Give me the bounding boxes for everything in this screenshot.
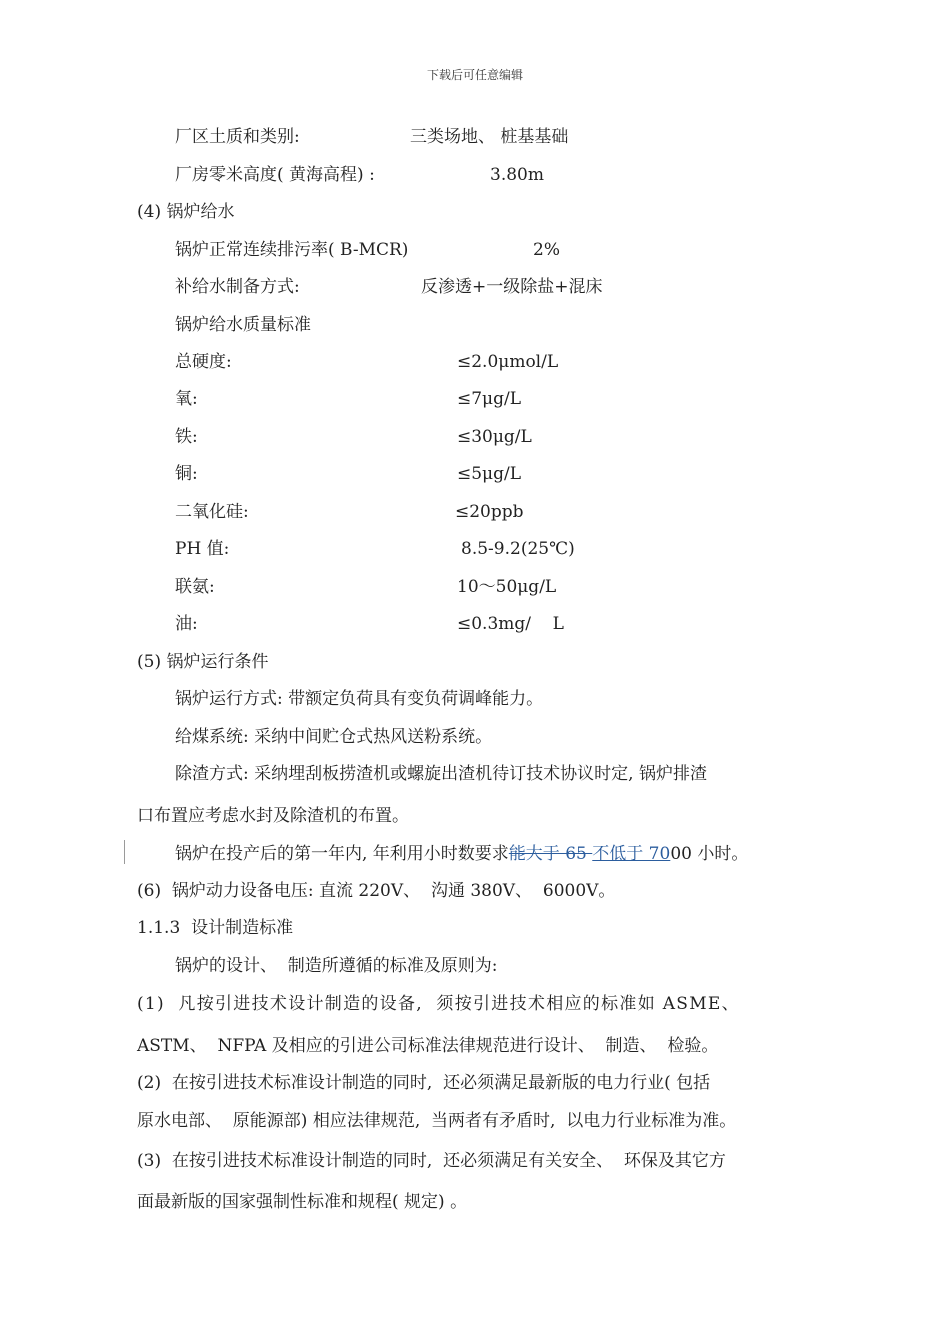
principle-3-line-2: 面最新版的国家强制性标准和规程( 规定) 。 — [137, 1192, 468, 1212]
elevation-label: 厂房零米高度( 黄海高程) : — [175, 165, 375, 185]
tracked-deletion: 能大于 65 — [508, 844, 593, 864]
tracked-insertion: 不低于 70 — [592, 844, 671, 864]
soil-row — [175, 126, 300, 148]
revision-bar — [124, 840, 125, 864]
operation-mode: 锅炉运行方式: 带额定负荷具有变负荷调峰能力。 — [175, 689, 544, 709]
silica-value: ≤20ppb — [455, 502, 524, 522]
quality-title: 锅炉给水质量标准 — [175, 315, 311, 335]
slag-removal-line-2: 口布置应考虑水封及除渣机的布置。 — [137, 806, 409, 826]
iron-label: 铁: — [175, 427, 198, 447]
hardness-value: ≤2.0μmol/L — [457, 352, 559, 372]
makeup-value: 反渗透+一级除盐+混床 — [421, 277, 603, 297]
principle-2-line-1: (2) 在按引进技术标准设计制造的同时, 还必须满足最新版的电力行业( 包括 — [137, 1073, 711, 1093]
hydrazine-value: 10～50μg/L — [457, 577, 557, 597]
hydrazine-label: 联氨: — [175, 577, 215, 597]
coal-feed-system: 给煤系统: 采纳中间贮仓式热风送粉系统。 — [175, 727, 493, 747]
hardness-label: 总硬度: — [175, 352, 232, 372]
copper-label: 铜: — [175, 464, 198, 484]
page-header: 下载后可任意编辑 — [426, 68, 523, 82]
section-4-title: (4) 锅炉给水 — [137, 202, 235, 222]
section-1-1-3-title: 1.1.3 设计制造标准 — [137, 918, 294, 938]
ph-value: 8.5-9.2(25℃) — [461, 539, 575, 559]
section-6-voltage: (6) 锅炉动力设备电压: 直流 220V、 沟通 380V、 6000V。 — [137, 881, 616, 901]
ph-label: PH 值: — [175, 539, 230, 559]
oxygen-label: 氧: — [175, 389, 198, 409]
silica-label: 二氧化硅: — [175, 502, 249, 522]
blowdown-label: 锅炉正常连续排污率( B-MCR) — [175, 240, 409, 260]
elevation-value: 3.80m — [490, 165, 544, 185]
oil-label: 油: — [175, 614, 198, 634]
principle-1-line-2: ASTM、 NFPA 及相应的引进公司标准法律规范进行设计、 制造、 检验。 — [137, 1036, 719, 1056]
principle-2-line-2: 原水电部、 原能源部) 相应法律规范, 当两者有矛盾时, 以电力行业标准为准。 — [137, 1111, 737, 1131]
oil-value: ≤0.3mg/ L — [457, 614, 564, 634]
hours-prefix: 锅炉在投产后的第一年内, 年利用小时数要求 — [175, 844, 509, 864]
hours-suffix: 00 小时。 — [670, 844, 749, 864]
copper-value: ≤5μg/L — [457, 464, 522, 484]
soil-value: 三类场地、 桩基基础 — [410, 127, 569, 147]
principles-intro: 锅炉的设计、 制造所遵循的标准及原则为: — [175, 956, 498, 976]
makeup-label: 补给水制备方式: — [175, 277, 300, 297]
slag-removal-line-1: 除渣方式: 采纳埋刮板捞渣机或螺旋出渣机待订技术协议时定, 锅炉排渣 — [175, 764, 707, 784]
principle-1-line-1: (1) 凡按引进技术设计制造的设备, 须按引进技术相应的标准如 ASME、 — [137, 994, 740, 1014]
section-5-title: (5) 锅炉运行条件 — [137, 652, 269, 672]
principle-3-line-1: (3) 在按引进技术标准设计制造的同时, 还必须满足有关安全、 环保及其它方 — [137, 1151, 726, 1171]
blowdown-value: 2% — [533, 240, 560, 260]
soil-label: 厂区土质和类别: — [175, 127, 300, 147]
oxygen-value: ≤7μg/L — [457, 389, 522, 409]
utilization-hours-line — [175, 843, 748, 865]
iron-value: ≤30μg/L — [457, 427, 532, 447]
